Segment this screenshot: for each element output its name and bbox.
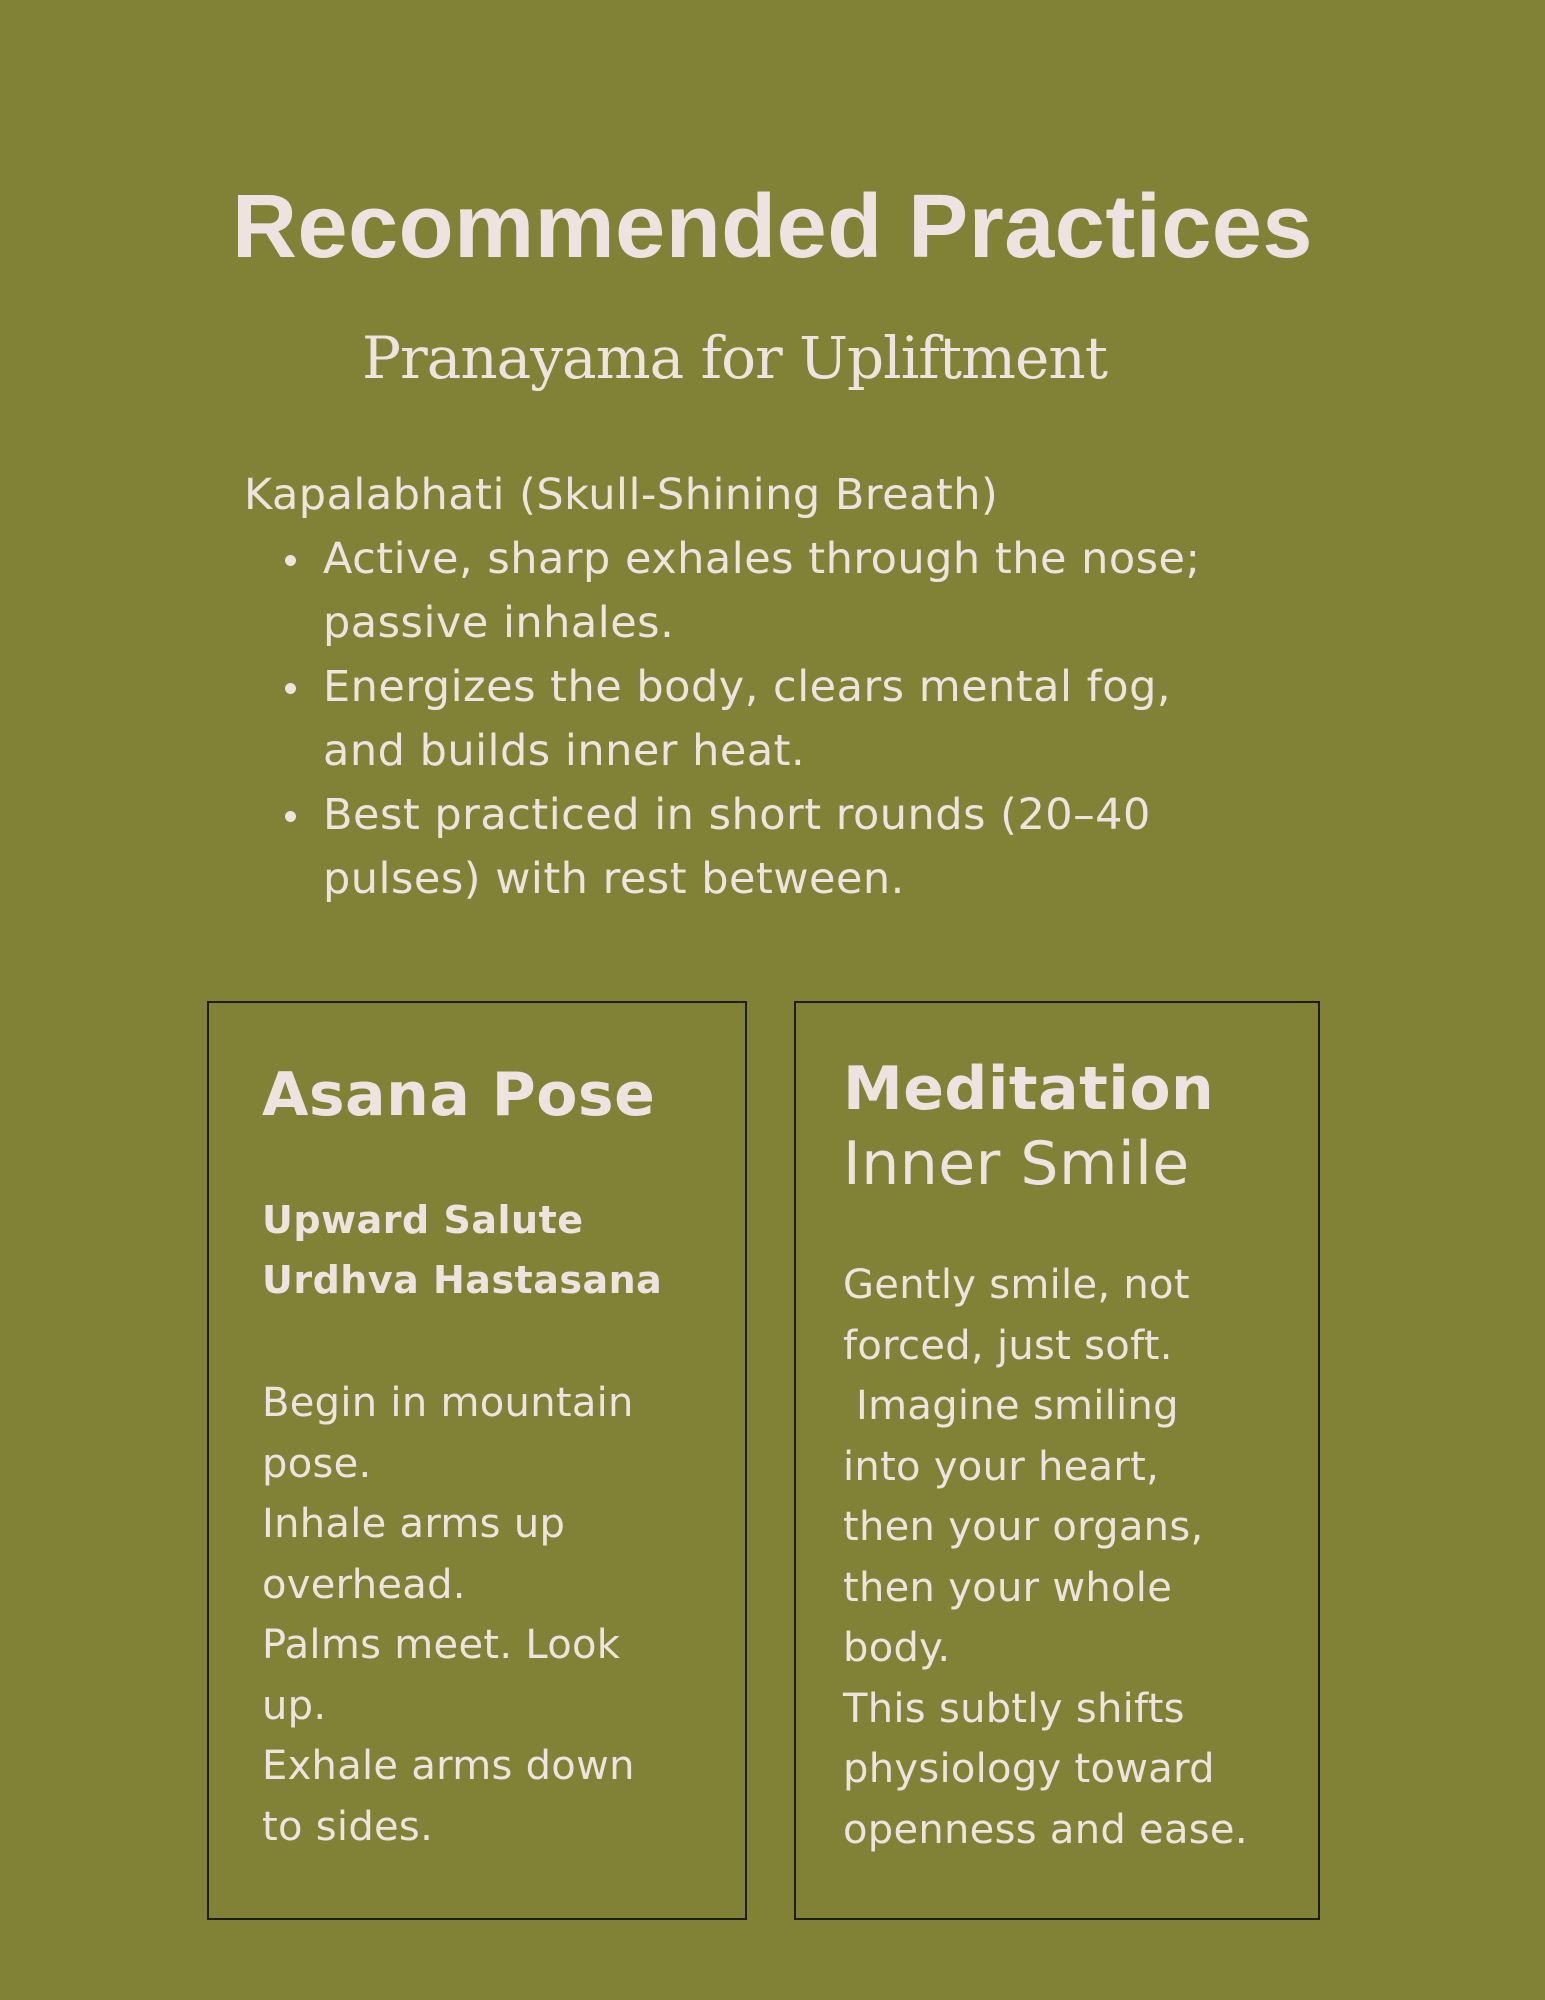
list-item-line: passive inhales.	[323, 598, 675, 648]
meditation-card	[794, 1001, 1320, 1920]
pose-sanskrit-name: Urdhva Hastasana	[262, 1258, 663, 1302]
instruction-line: then your organs,	[843, 1504, 1204, 1550]
instruction-line: Palms meet. Look	[262, 1622, 621, 1668]
instruction-line: Exhale arms down	[262, 1743, 635, 1789]
list-item	[244, 527, 1323, 655]
list-item-line: and builds inner heat.	[323, 726, 806, 776]
page-title: Recommended Practices	[232, 177, 1313, 277]
instruction-line: physiology toward	[843, 1746, 1215, 1792]
instruction-line: into your heart,	[843, 1443, 1160, 1490]
bullet-icon	[285, 683, 296, 694]
instruction-line: Gently smile, not	[843, 1262, 1190, 1308]
pranayama-section	[244, 463, 1344, 911]
meditation-name: Inner Smile	[843, 1129, 1190, 1199]
asana-card	[207, 1001, 747, 1920]
asana-heading: Asana Pose	[262, 1060, 656, 1130]
asana-instructions	[262, 1373, 732, 1857]
instruction-line: pose.	[262, 1440, 372, 1487]
bullet-icon	[285, 811, 296, 822]
instruction-line: forced, just soft.	[843, 1322, 1173, 1369]
instruction-line: Inhale arms up	[262, 1501, 566, 1547]
instruction-line: Imagine smiling	[843, 1383, 1179, 1429]
list-item-line: Energizes the body, clears mental fog,	[323, 662, 1172, 712]
instruction-line: up.	[262, 1682, 327, 1729]
page-subtitle: Pranayama for Upliftment	[362, 324, 1108, 392]
meditation-heading: Meditation	[843, 1054, 1215, 1124]
pose-name	[262, 1190, 662, 1310]
instruction-line: then your whole	[843, 1564, 1173, 1611]
bullet-icon	[285, 555, 296, 566]
pranayama-name: Kapalabhati (Skull-Shining Breath)	[244, 470, 999, 520]
instruction-line: Begin in mountain	[262, 1380, 634, 1426]
instruction-line: to sides.	[262, 1803, 434, 1850]
instruction-line: openness and ease.	[843, 1806, 1248, 1853]
list-item	[244, 655, 1323, 783]
instruction-line: This subtly shifts	[843, 1685, 1185, 1732]
instruction-line: body.	[843, 1625, 951, 1671]
list-item-line: Best practiced in short rounds (20–40	[323, 790, 1151, 840]
meditation-instructions	[843, 1255, 1313, 1860]
list-item-line: pulses) with rest between.	[323, 854, 905, 904]
pose-english-name: Upward Salute	[262, 1198, 584, 1242]
instruction-line: overhead.	[262, 1561, 466, 1608]
pranayama-list	[244, 527, 1344, 911]
list-item-line: Active, sharp exhales through the nose;	[323, 534, 1201, 584]
list-item	[244, 783, 1323, 911]
